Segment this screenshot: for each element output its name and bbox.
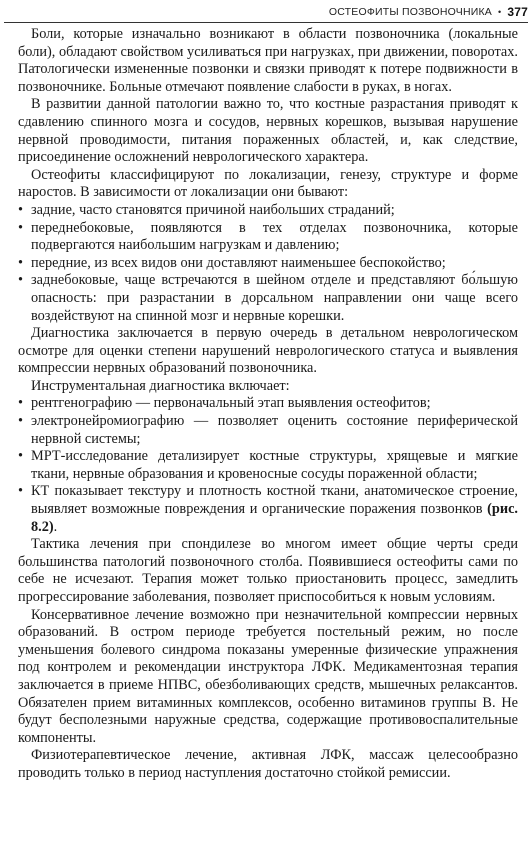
paragraph-pathology: В развитии данной патологии важно то, что костные разрастания приводят к сдавлению спинного мозга и сосудов, нервных корешков, вызывая нарушение нервной проводимости, питания пораженных областей, и, как следствие, присоединение осложнений неврологического характера. xyxy=(18,96,518,166)
bullet-icon: • xyxy=(18,448,24,465)
figure-reference-end: . xyxy=(53,518,58,535)
bullet-icon: • xyxy=(18,272,24,289)
list-item xyxy=(18,272,518,325)
localization-list xyxy=(18,202,518,325)
bullet-icon: • xyxy=(18,395,24,412)
figure-reference: (рис. 8.2) xyxy=(31,501,518,535)
header-rule xyxy=(4,22,528,23)
paragraph-local-pain: Боли, которые изначально возникают в области позвоночника (локальные боли), обладают свойством усиливаться при нагрузках, при движении, поворотах. Патологически измененные позвонки и связки приводят к потере подвижности в позвоночнике. Больные отмечают появление слабости в руках, в ногах. xyxy=(18,26,518,95)
list-item-text: заднебоковые, чаще встречаются в шейном отделе и представляют бо́льшую опасность: при разрастании в дорсальном направлении они чаще всего воздействуют на спинной мозг и нервные корешки. xyxy=(31,272,518,324)
list-item-text: передние, из всех видов они доставляют наименьшее беспокойство; xyxy=(31,254,446,271)
list-item-text: переднебоковые, появляются в тех отделах позвоночника, которые подвергаются наибольшим нагрузкам и давлению; xyxy=(31,219,518,254)
running-title: ОСТЕОФИТЫ ПОЗВОНОЧНИКА xyxy=(328,6,493,18)
list-item-text: электронейромиографию — позволяет оценить состояние периферической нервной системы; xyxy=(31,413,518,447)
list-item-text: КТ показывает текстуру и плотность костной ткани, анатомическое строение, выявляет возможные повреждения и органические поражения позвонков xyxy=(31,483,518,518)
list-item xyxy=(18,220,518,255)
list-item-text: МРТ-исследование детализирует костные структуры, хрящевые и мягкие ткани, нервные образования и кровеносные сосуды пораженной области; xyxy=(31,448,518,482)
list-item-text: рентгенографию — первоначальный этап выявления остеофитов; xyxy=(31,395,431,412)
page-body xyxy=(18,26,518,783)
bullet-icon: • xyxy=(18,254,24,271)
running-head xyxy=(0,4,528,20)
list-item xyxy=(18,255,518,273)
paragraph-conservative: Консервативное лечение возможно при незначительной компрессии нервных образований. В остром периоде требуется постельный режим, но после уменьшения болевого синдрома показаны умеренные физические упражнения под контролем и рекомендации инструктора ЛФК. Медикаментозная терапия заключается в приеме НПВС, обезболивающих средств, мышечных релаксантов. Обязателен прием витаминных комплексов, особенно витаминов группы В. Не будут бесполезными наружные средства, содержащие противовоспалительные компоненты. xyxy=(18,606,518,746)
bullet-icon: • xyxy=(18,219,24,236)
list-item-text: задние, часто становятся причиной наибольших страданий; xyxy=(31,201,395,218)
header-separator: • xyxy=(498,7,502,17)
list-item xyxy=(18,395,518,413)
diagnostics-list xyxy=(18,395,518,536)
list-item xyxy=(18,483,518,536)
page-number: 377 xyxy=(507,5,528,19)
paragraph-physiotherapy: Физиотерапевтическое лечение, активная ЛФК, массаж целесообразно проводить только в период наступления достаточно стойкой ремиссии. xyxy=(18,747,518,781)
paragraph-diagnostics: Диагностика заключается в первую очередь в детальном неврологическом осмотре для оценки степени нарушений неврологического статуса и выявления компрессии нервных образований позвоночника. xyxy=(18,325,518,377)
bullet-icon: • xyxy=(18,201,24,218)
bullet-icon: • xyxy=(18,413,24,430)
list-item xyxy=(18,448,518,483)
list-item xyxy=(18,413,518,448)
paragraph-treatment-tactics: Тактика лечения при спондилезе во многом имеет общие черты среди большинства патологий позвоночного столба. Появившиеся остеофиты сами по себе не исчезают. Терапия может только приостановить процесс, замедлить прогрессирование заболевания, позволяет приспособиться к новым условиям. xyxy=(18,536,518,605)
bullet-icon: • xyxy=(18,483,24,500)
paragraph-classification: Остеофиты классифицируют по локализации, генезу, структуре и форме наростов. В зависимости от локализации они бывают: xyxy=(18,166,518,201)
list-item xyxy=(18,202,518,220)
paragraph-instrumental: Инструментальная диагностика включает: xyxy=(31,377,290,394)
